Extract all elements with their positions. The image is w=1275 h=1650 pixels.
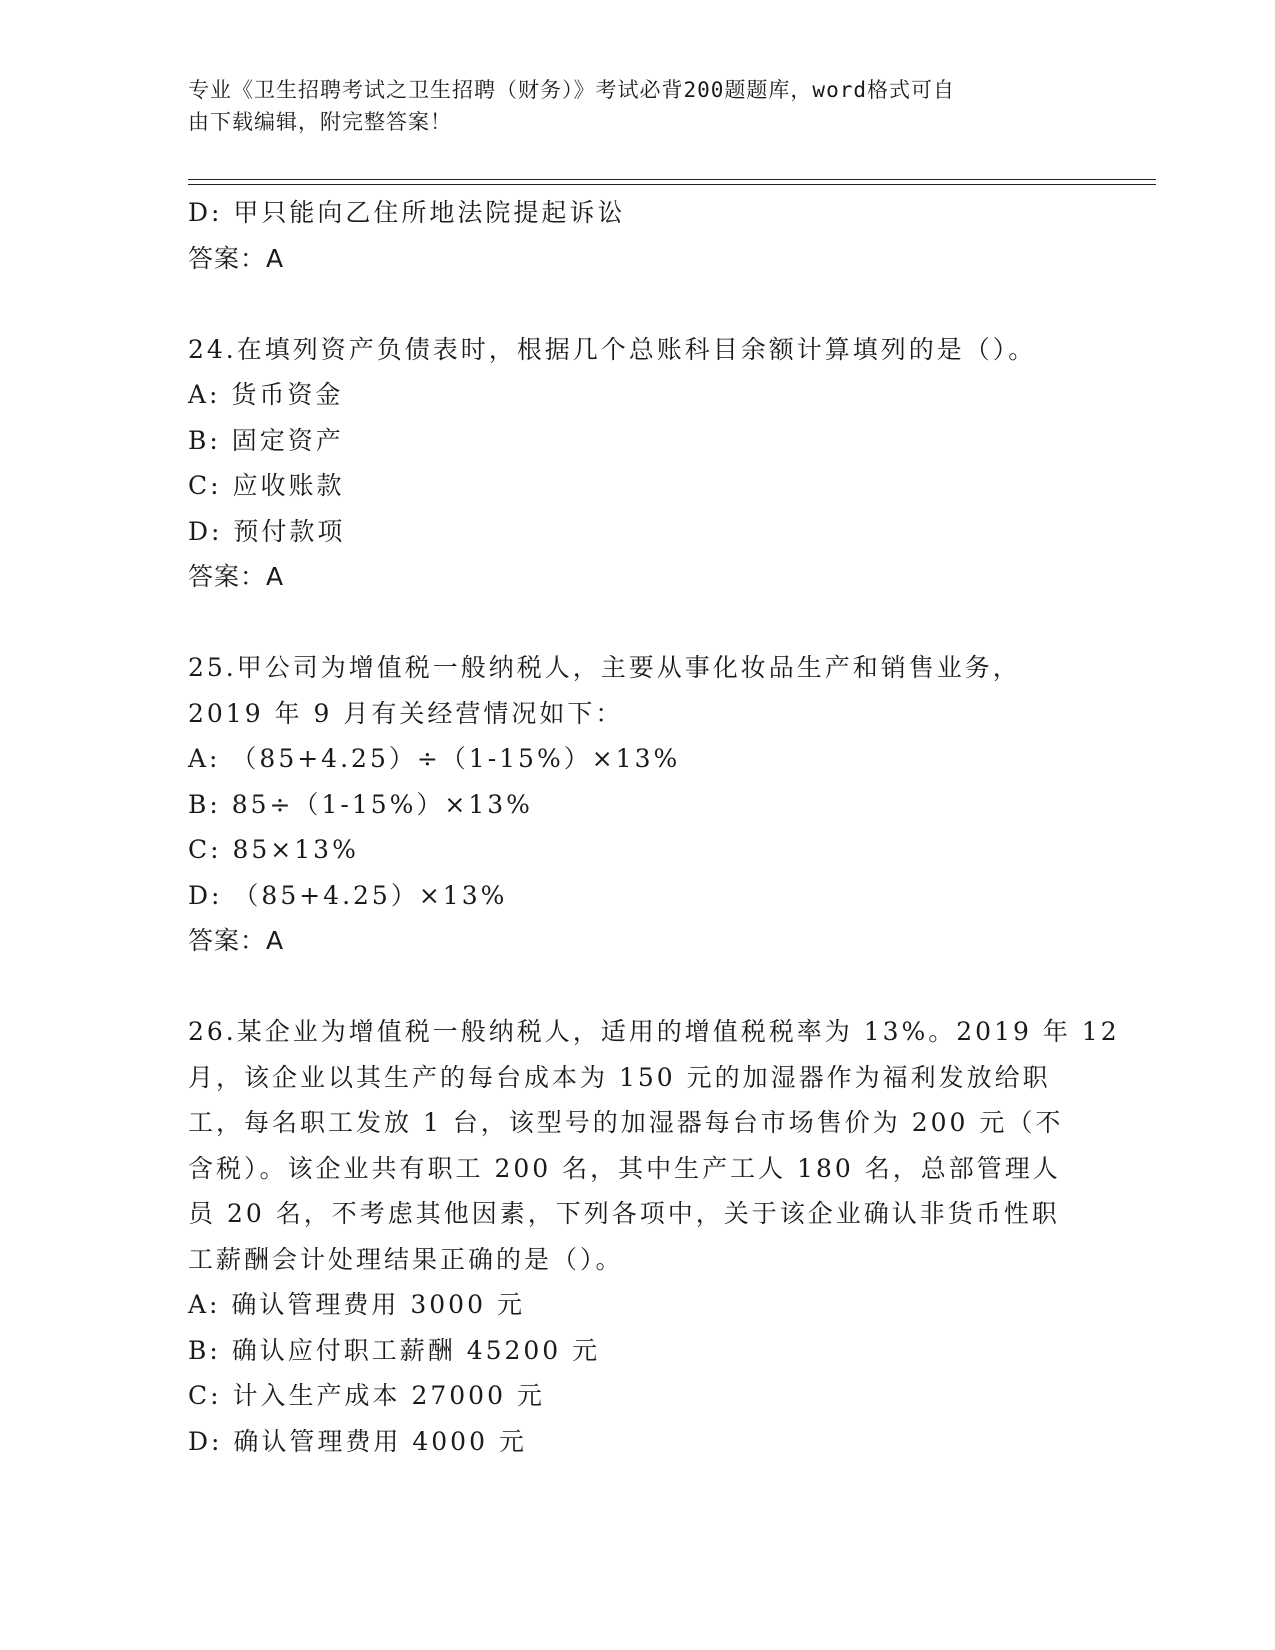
option-a: A: （85+4.25）÷（1-15%）×13% bbox=[188, 744, 681, 773]
spacer bbox=[188, 281, 1088, 327]
header-divider-bottom bbox=[188, 184, 1156, 185]
option-d: D: 确认管理费用 4000 元 bbox=[188, 1426, 527, 1456]
question-24 bbox=[188, 327, 1088, 600]
option-d: D: 预付款项 bbox=[188, 516, 346, 546]
question-stem-line-2: 月，该企业以其生产的每台成本为 150 元的加湿器作为福利发放给职 bbox=[188, 1062, 1051, 1092]
question-stem-line-3: 工，每名职工发放 1 台，该型号的加湿器每台市场售价为 200 元（不 bbox=[188, 1108, 1064, 1137]
option-b: B: 确认应付职工薪酬 45200 元 bbox=[188, 1335, 601, 1365]
answer-line: 答案：A bbox=[188, 243, 285, 273]
question-stem: 24.在填列资产负债表时，根据几个总账科目余额计算填列的是（）。 bbox=[188, 334, 1037, 364]
option-a: A: 确认管理费用 3000 元 bbox=[188, 1290, 525, 1319]
question-stem-line-4: 含税）。该企业共有职工 200 名，其中生产工人 180 名，总部管理人 bbox=[188, 1153, 1061, 1183]
option-c: C: 应收账款 bbox=[188, 471, 345, 500]
option-b: B: 固定资产 bbox=[188, 425, 344, 455]
header-divider-top bbox=[188, 179, 1156, 180]
question-stem-line-1: 25.甲公司为增值税一般纳税人，主要从事化妆品生产和销售业务， bbox=[188, 653, 1021, 682]
option-d: D: 甲只能向乙住所地法院提起诉讼 bbox=[188, 198, 626, 227]
question-stem-line-6: 工薪酬会计处理结果正确的是（）。 bbox=[188, 1244, 624, 1274]
previous-question-tail bbox=[188, 190, 1088, 281]
option-b: B: 85÷（1-15%）×13% bbox=[188, 789, 533, 819]
option-d: D: （85+4.25）×13% bbox=[188, 880, 508, 910]
question-stem-line-2: 2019 年 9 月有关经营情况如下： bbox=[188, 698, 624, 728]
header-line-2: 由下载编辑，附完整答案！ bbox=[188, 110, 452, 134]
header-line-1: 专业《卫生招聘考试之卫生招聘（财务）》考试必背200题题库，word格式可自 bbox=[188, 78, 955, 102]
question-25 bbox=[188, 645, 1088, 964]
answer-line: 答案：A bbox=[188, 562, 285, 591]
option-a: A: 货币资金 bbox=[188, 380, 344, 409]
answer-line: 答案：A bbox=[188, 926, 285, 955]
question-stem-line-1: 26.某企业为增值税一般纳税人，适用的增值税税率为 13%。2019 年 12 bbox=[188, 1017, 1120, 1046]
option-c: C: 85×13% bbox=[188, 835, 359, 864]
option-c: C: 计入生产成本 27000 元 bbox=[188, 1381, 545, 1410]
document-header bbox=[188, 74, 1068, 138]
spacer bbox=[188, 964, 1088, 1010]
spacer bbox=[188, 600, 1088, 646]
question-list bbox=[188, 190, 1120, 1464]
question-26 bbox=[188, 1009, 1120, 1464]
question-stem-line-5: 员 20 名，不考虑其他因素，下列各项中，关于该企业确认非货币性职 bbox=[188, 1199, 1060, 1228]
